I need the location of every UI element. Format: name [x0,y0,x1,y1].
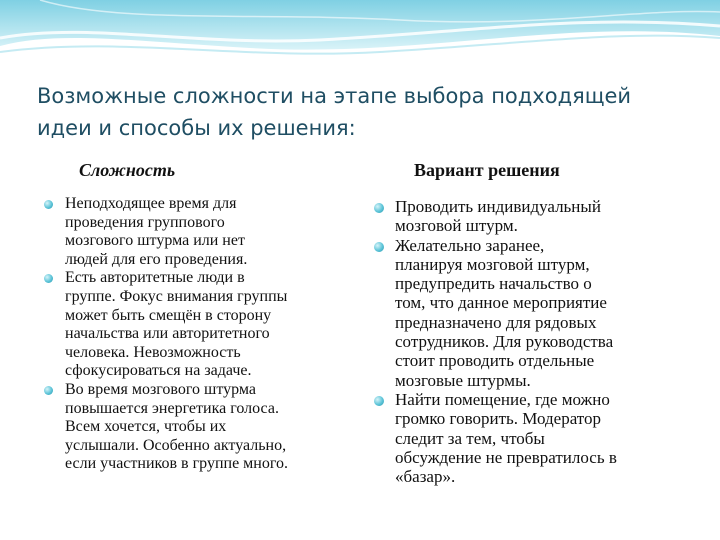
text-line: Всем хочется, чтобы их [65,418,227,436]
bullet-icon [44,386,53,395]
solutions-column-header: Вариант решения [414,160,560,180]
bullet-icon [44,200,53,209]
text-line: Во время мозгового штурма [65,380,257,398]
problem-item-2 [42,269,362,381]
text-line: людей для его проведения. [65,250,248,268]
text-line: предназначено для рядовых [395,312,597,332]
text-line: Проводить индивидуальный [395,197,601,216]
text-line: громко говорить. Модератор [395,409,602,429]
problem-item-1 [42,195,362,269]
text-line: планируя мозговой штурм, [395,254,590,274]
text-line: Есть авторитетные люди в [65,269,245,287]
text-line: мозговые штурмы. [395,370,531,390]
text-line: мозгового штурма или нет [65,232,245,250]
problem-item-3 [42,381,362,474]
text-line: «базар». [395,467,456,487]
solution-item-2 [372,236,692,390]
text-line: следит за тем, чтобы [395,428,545,448]
text-line: Неподходящее время для [65,195,237,212]
decorative-top-banner [0,0,720,80]
text-line: если участников в группе много. [65,455,289,473]
slide-title-line-2: идеи и способы их решения: [37,116,356,140]
problems-list [42,195,362,474]
solution-item-3 [372,390,692,486]
bullet-icon [374,396,384,406]
text-line: сотрудников. Для руководства [395,332,614,352]
solutions-list [372,197,692,486]
text-line: сфокусироваться на задаче. [65,362,252,380]
bullet-icon [374,242,384,252]
problems-column-header: Сложность [79,160,176,180]
slide-title [37,80,697,144]
slide-title-line-1: Возможные сложности на этапе выбора подходящей [37,84,632,108]
text-line: Желательно заранее, [395,235,545,255]
text-line: повышается энергетика голоса. [65,399,279,417]
text-line: услышали. Особенно актуально, [65,436,287,454]
text-line: может быть смещён в сторону [65,306,272,324]
text-line: Найти помещение, где можно [395,389,610,409]
text-line: группе. Фокус внимания группы [65,287,288,305]
text-line: человека. Невозможность [65,343,241,361]
text-line: проведения группового [65,213,225,231]
solution-item-1 [372,197,692,236]
text-line: предупредить начальство о [395,274,592,294]
text-line: стоит проводить отдельные [395,351,595,371]
text-line: начальства или авторитетного [65,325,270,343]
bullet-icon [44,274,53,283]
text-line: мозговой штурм. [395,216,518,236]
bullet-icon [374,203,384,213]
text-line: обсуждение не превратилось в [395,447,617,467]
text-line: том, что данное мероприятие [395,293,607,313]
